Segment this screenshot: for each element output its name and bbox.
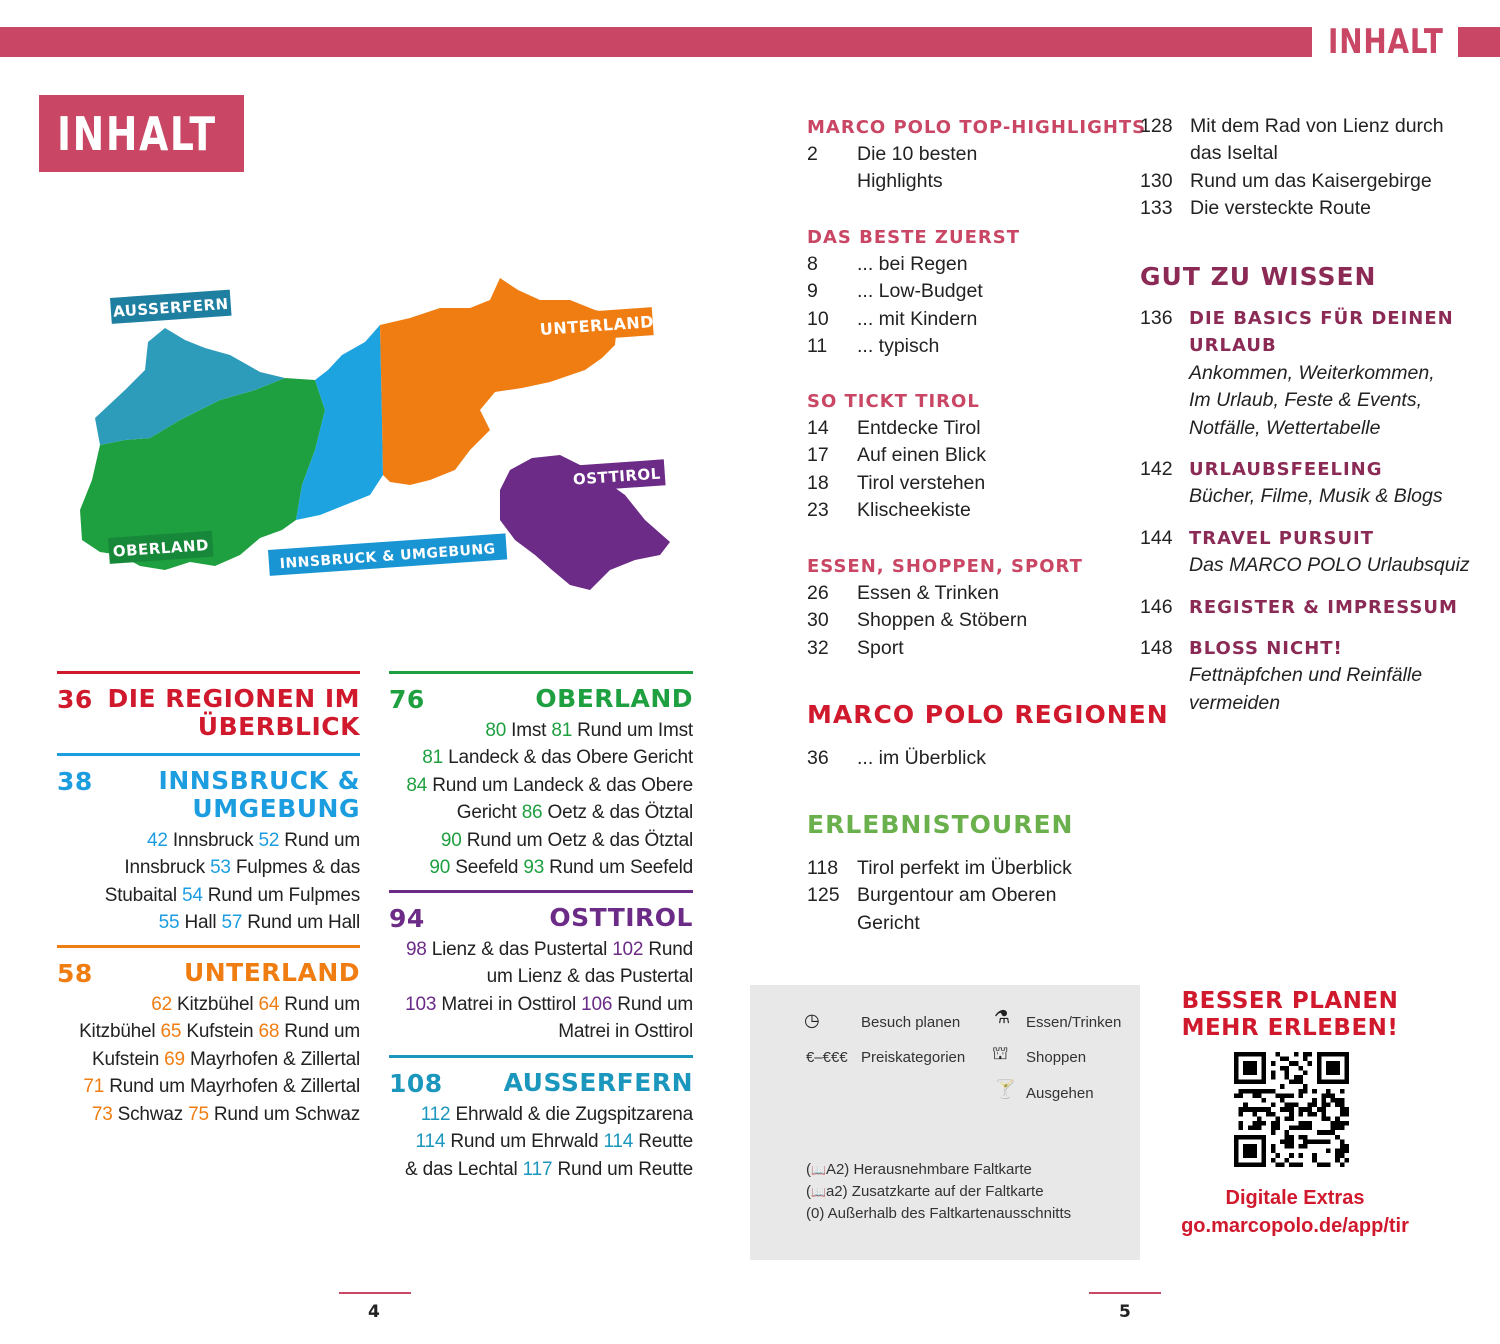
clock-icon: ◷ <box>804 1010 820 1031</box>
map-book-icon: 📖 <box>811 1185 826 1199</box>
fork-knife-icon: ⚗ <box>994 1007 1011 1028</box>
region-subentries <box>37 827 360 937</box>
toc-entry-subtitle: vermeiden <box>1189 691 1281 714</box>
promo-url[interactable]: go.marcopolo.de/app/tir <box>1181 1215 1409 1237</box>
region-name[interactable]: DIE REGIONEN IM ÜBERBLICK <box>107 684 360 741</box>
list-item[interactable]: 81 Landeck & das Obere Gericht <box>422 747 693 769</box>
toc-entry-subtitle: Fettnäpfchen und Reinfälle <box>1189 664 1423 687</box>
legend-ausgehen: Ausgehen <box>1026 1085 1094 1102</box>
map-label-innsbruck: INNSBRUCK & UMGEBUNG <box>279 541 497 573</box>
toc-entry-title[interactable]: URLAUBSFEELING <box>1189 459 1383 480</box>
region-page-number[interactable]: 76 <box>389 685 425 714</box>
list-item[interactable]: & das Lechtal 117 Rund um Reutte <box>405 1158 693 1180</box>
toc-entry-subtitle: Ankommen, Weiterkommen, <box>1189 361 1435 384</box>
header-title: INHALT <box>1328 22 1444 62</box>
toc-page-number[interactable]: 148 <box>1140 637 1173 659</box>
map-label-oberland: OBERLAND <box>112 536 210 561</box>
cocktail-glass-icon: 🍸 <box>994 1079 1017 1100</box>
toc-entry-subtitle: Notfälle, Wettertabelle <box>1189 416 1381 439</box>
promo-title: BESSER PLANEN MEHR ERLEBEN! <box>1181 988 1399 1041</box>
list-item[interactable]: Gericht 86 Oetz & das Ötztal <box>456 802 693 824</box>
list-item[interactable]: 80 Imst 81 Rund um Imst <box>485 720 693 741</box>
legend-note-3: (0) Außerhalb des Faltkartenausschnitts <box>806 1205 1072 1222</box>
list-item[interactable]: 71 Rund um Mayrhofen & Zillertal <box>83 1076 360 1098</box>
map-region-unterland[interactable] <box>380 278 618 485</box>
region-page-number[interactable]: 94 <box>389 904 425 933</box>
toc-entry-title[interactable]: BLOSS NICHT! <box>1189 638 1343 659</box>
legend-price-symbol: €–€€€ <box>806 1049 848 1066</box>
toc-page-number[interactable]: 136 <box>1140 307 1173 329</box>
page-number-right: 5 <box>1119 1302 1131 1322</box>
region-name[interactable]: UNTERLAND <box>183 958 360 987</box>
page-number-rule-right <box>1089 1292 1161 1294</box>
list-item[interactable]: Matrei in Osttirol <box>558 1021 693 1043</box>
toc-entry-subtitle: Bücher, Filme, Musik & Blogs <box>1189 485 1443 508</box>
toc-page-number[interactable]: 144 <box>1140 527 1173 549</box>
section-erlebnistouren: ERLEBNISTOUREN <box>807 810 1074 839</box>
section-regionen: MARCO POLO REGIONEN <box>807 700 1169 729</box>
region-page-number[interactable]: 58 <box>57 959 93 988</box>
list-item[interactable]: 84 Rund um Landeck & das Obere <box>406 774 693 796</box>
region-rule <box>57 671 360 674</box>
map-label-unterland: UNTERLAND <box>539 312 655 340</box>
toc-entry-subtitle: Das MARCO POLO Urlaubsquiz <box>1189 554 1470 577</box>
region-subentries <box>369 936 693 1046</box>
legend-essen: Essen/Trinken <box>1026 1014 1122 1031</box>
region-page-number[interactable]: 36 <box>57 685 93 714</box>
toc-entry-title[interactable]: REGISTER & IMPRESSUM <box>1189 597 1458 618</box>
region-name[interactable]: OSTTIROL <box>549 903 693 932</box>
region-subentries <box>369 1101 693 1183</box>
legend-note-1: (📖A2) Herausnehmbare Faltkarte <box>806 1161 1032 1178</box>
basket-icon: ⛫ <box>992 1043 1009 1064</box>
region-name[interactable]: AUSSERFERN <box>503 1068 693 1097</box>
list-item[interactable]: 98 Lienz & das Pustertal 102 Rund <box>405 939 693 960</box>
legend-note-2: (📖a2) Zusatzkarte auf der Faltkarte <box>806 1183 1044 1200</box>
toc-page-number[interactable]: 146 <box>1140 596 1173 618</box>
promo-text <box>1150 1184 1440 1240</box>
list-item[interactable]: 103 Matrei in Osttirol 106 Rund um <box>405 993 693 1015</box>
list-item[interactable]: Kufstein 69 Mayrhofen & Zillertal <box>92 1048 360 1070</box>
section-beste-zuerst: DAS BESTE ZUERST <box>807 227 1020 248</box>
region-rule <box>57 753 360 756</box>
list-item[interactable]: 73 Schwaz 75 Rund um Schwaz <box>91 1103 360 1125</box>
list-item[interactable]: Innsbruck 53 Fulpmes & das <box>124 857 360 879</box>
qr-code[interactable] <box>1234 1052 1349 1167</box>
legend-box <box>750 985 1140 1260</box>
list-item[interactable]: 112 Ehrwald & die Zugspitzarena <box>420 1104 693 1125</box>
legend-besuch: Besuch planen <box>861 1014 961 1031</box>
list-item[interactable]: 62 Kitzbühel 64 Rund um <box>151 994 360 1015</box>
region-name[interactable]: INNSBRUCK & UMGEBUNG <box>158 766 360 823</box>
region-subentries <box>369 717 693 881</box>
promo-digital-extras: Digitale Extras <box>1225 1187 1365 1209</box>
list-item[interactable]: um Lienz & das Pustertal <box>486 966 693 988</box>
section-gut-zu-wissen: GUT ZU WISSEN <box>1140 262 1377 291</box>
section-so-tickt: SO TICKT TIROL <box>807 391 980 412</box>
map-label-osttirol: OSTTIROL <box>572 464 662 489</box>
region-name[interactable]: OBERLAND <box>535 684 693 713</box>
region-page-number[interactable]: 108 <box>389 1069 443 1098</box>
list-item[interactable]: 90 Rund um Oetz & das Ötztal <box>440 829 693 851</box>
map-book-icon: 📖 <box>811 1163 826 1177</box>
legend-preis: Preiskategorien <box>861 1049 966 1066</box>
list-item[interactable]: 90 Seefeld 93 Rund um Seefeld <box>429 857 693 879</box>
list-item[interactable]: Stubaital 54 Rund um Fulpmes <box>104 884 360 906</box>
region-rule <box>389 1055 693 1058</box>
region-rule <box>389 890 693 893</box>
header-bar <box>0 27 1312 57</box>
list-item[interactable]: Kitzbühel 65 Kufstein 68 Rund um <box>79 1021 360 1043</box>
region-page-number[interactable]: 38 <box>57 767 93 796</box>
list-item[interactable]: 55 Hall 57 Rund um Hall <box>158 912 360 934</box>
page-number-left: 4 <box>368 1302 380 1322</box>
page-title-box <box>39 95 244 172</box>
list-item[interactable]: 42 Innsbruck 52 Rund um <box>147 830 360 851</box>
toc-entry-title[interactable]: TRAVEL PURSUIT <box>1189 528 1375 549</box>
region-subentries <box>37 991 360 1128</box>
toc-entry-subtitle: Im Urlaub, Feste & Events, <box>1189 389 1423 412</box>
toc-page-number[interactable]: 142 <box>1140 458 1173 480</box>
header-bar-end <box>1458 27 1500 57</box>
page-title: INHALT <box>57 107 217 161</box>
map-label-ausserfern: AUSSERFERN <box>112 294 230 321</box>
section-top-highlights: MARCO POLO TOP-HIGHLIGHTS <box>807 117 1147 138</box>
tirol-region-map <box>70 270 680 600</box>
section-essen: ESSEN, SHOPPEN, SPORT <box>807 556 1083 577</box>
page-number-rule-left <box>339 1292 411 1294</box>
toc-entry-title[interactable]: DIE BASICS FÜR DEINEN URLAUB <box>1189 308 1454 357</box>
legend-shoppen: Shoppen <box>1026 1049 1087 1066</box>
region-rule <box>57 945 360 948</box>
region-rule <box>389 671 693 674</box>
list-item[interactable]: 114 Rund um Ehrwald 114 Reutte <box>415 1131 693 1153</box>
